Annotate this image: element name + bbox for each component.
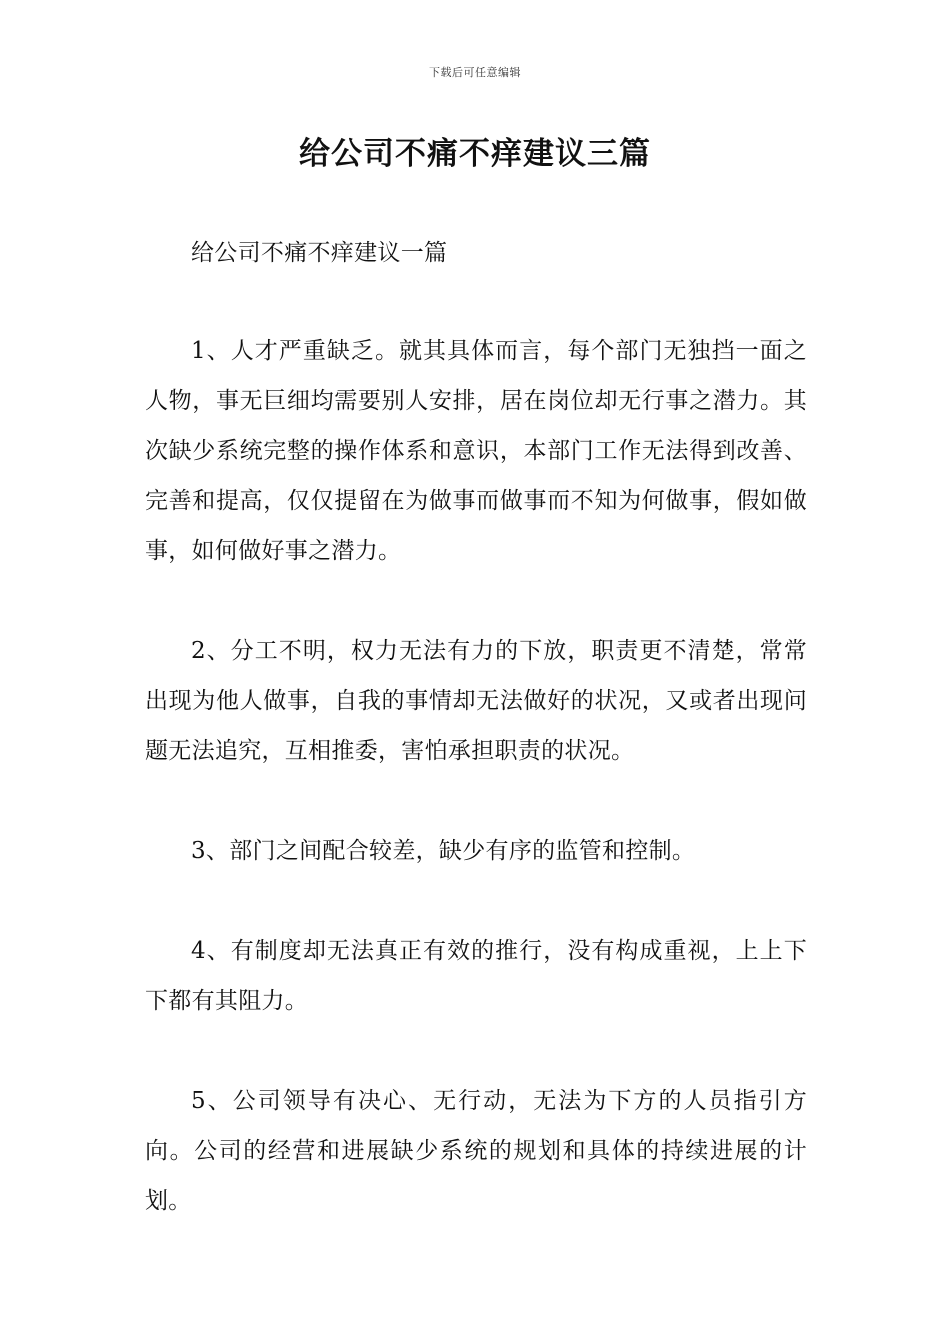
paragraph-5: 5、公司领导有决心、无行动，无法为下方的人员指引方向。公司的经营和进展缺少系统的规划和具体的持续进展的计划。 bbox=[145, 1088, 807, 1214]
header-note: 下载后可任意编辑 bbox=[429, 66, 521, 79]
paragraph-1: 1、人才严重缺乏。就其具体而言，每个部门无独挡一面之人物，事无巨细均需要别人安排，居在岗位却无行事之潜力。其次缺少系统完整的操作体系和意识，本部门工作无法得到改善、完善和提高，仅仅提留在为做事而做事而不知为何做事，假如做事，如何做好事之潜力。 bbox=[145, 338, 807, 564]
paragraph-4: 4、有制度却无法真正有效的推行，没有构成重视，上上下下都有其阻力。 bbox=[145, 938, 807, 1014]
paragraph-3: 3、部门之间配合较差，缺少有序的监管和控制。 bbox=[191, 838, 696, 864]
document-title: 给公司不痛不痒建议三篇 bbox=[299, 136, 651, 172]
document-body bbox=[145, 228, 807, 1276]
section-subtitle: 给公司不痛不痒建议一篇 bbox=[191, 240, 448, 266]
paragraph-2: 2、分工不明，权力无法有力的下放，职责更不清楚，常常出现为他人做事，自我的事情却无法做好的状况，又或者出现问题无法追究，互相推委，害怕承担职责的状况。 bbox=[145, 638, 807, 764]
